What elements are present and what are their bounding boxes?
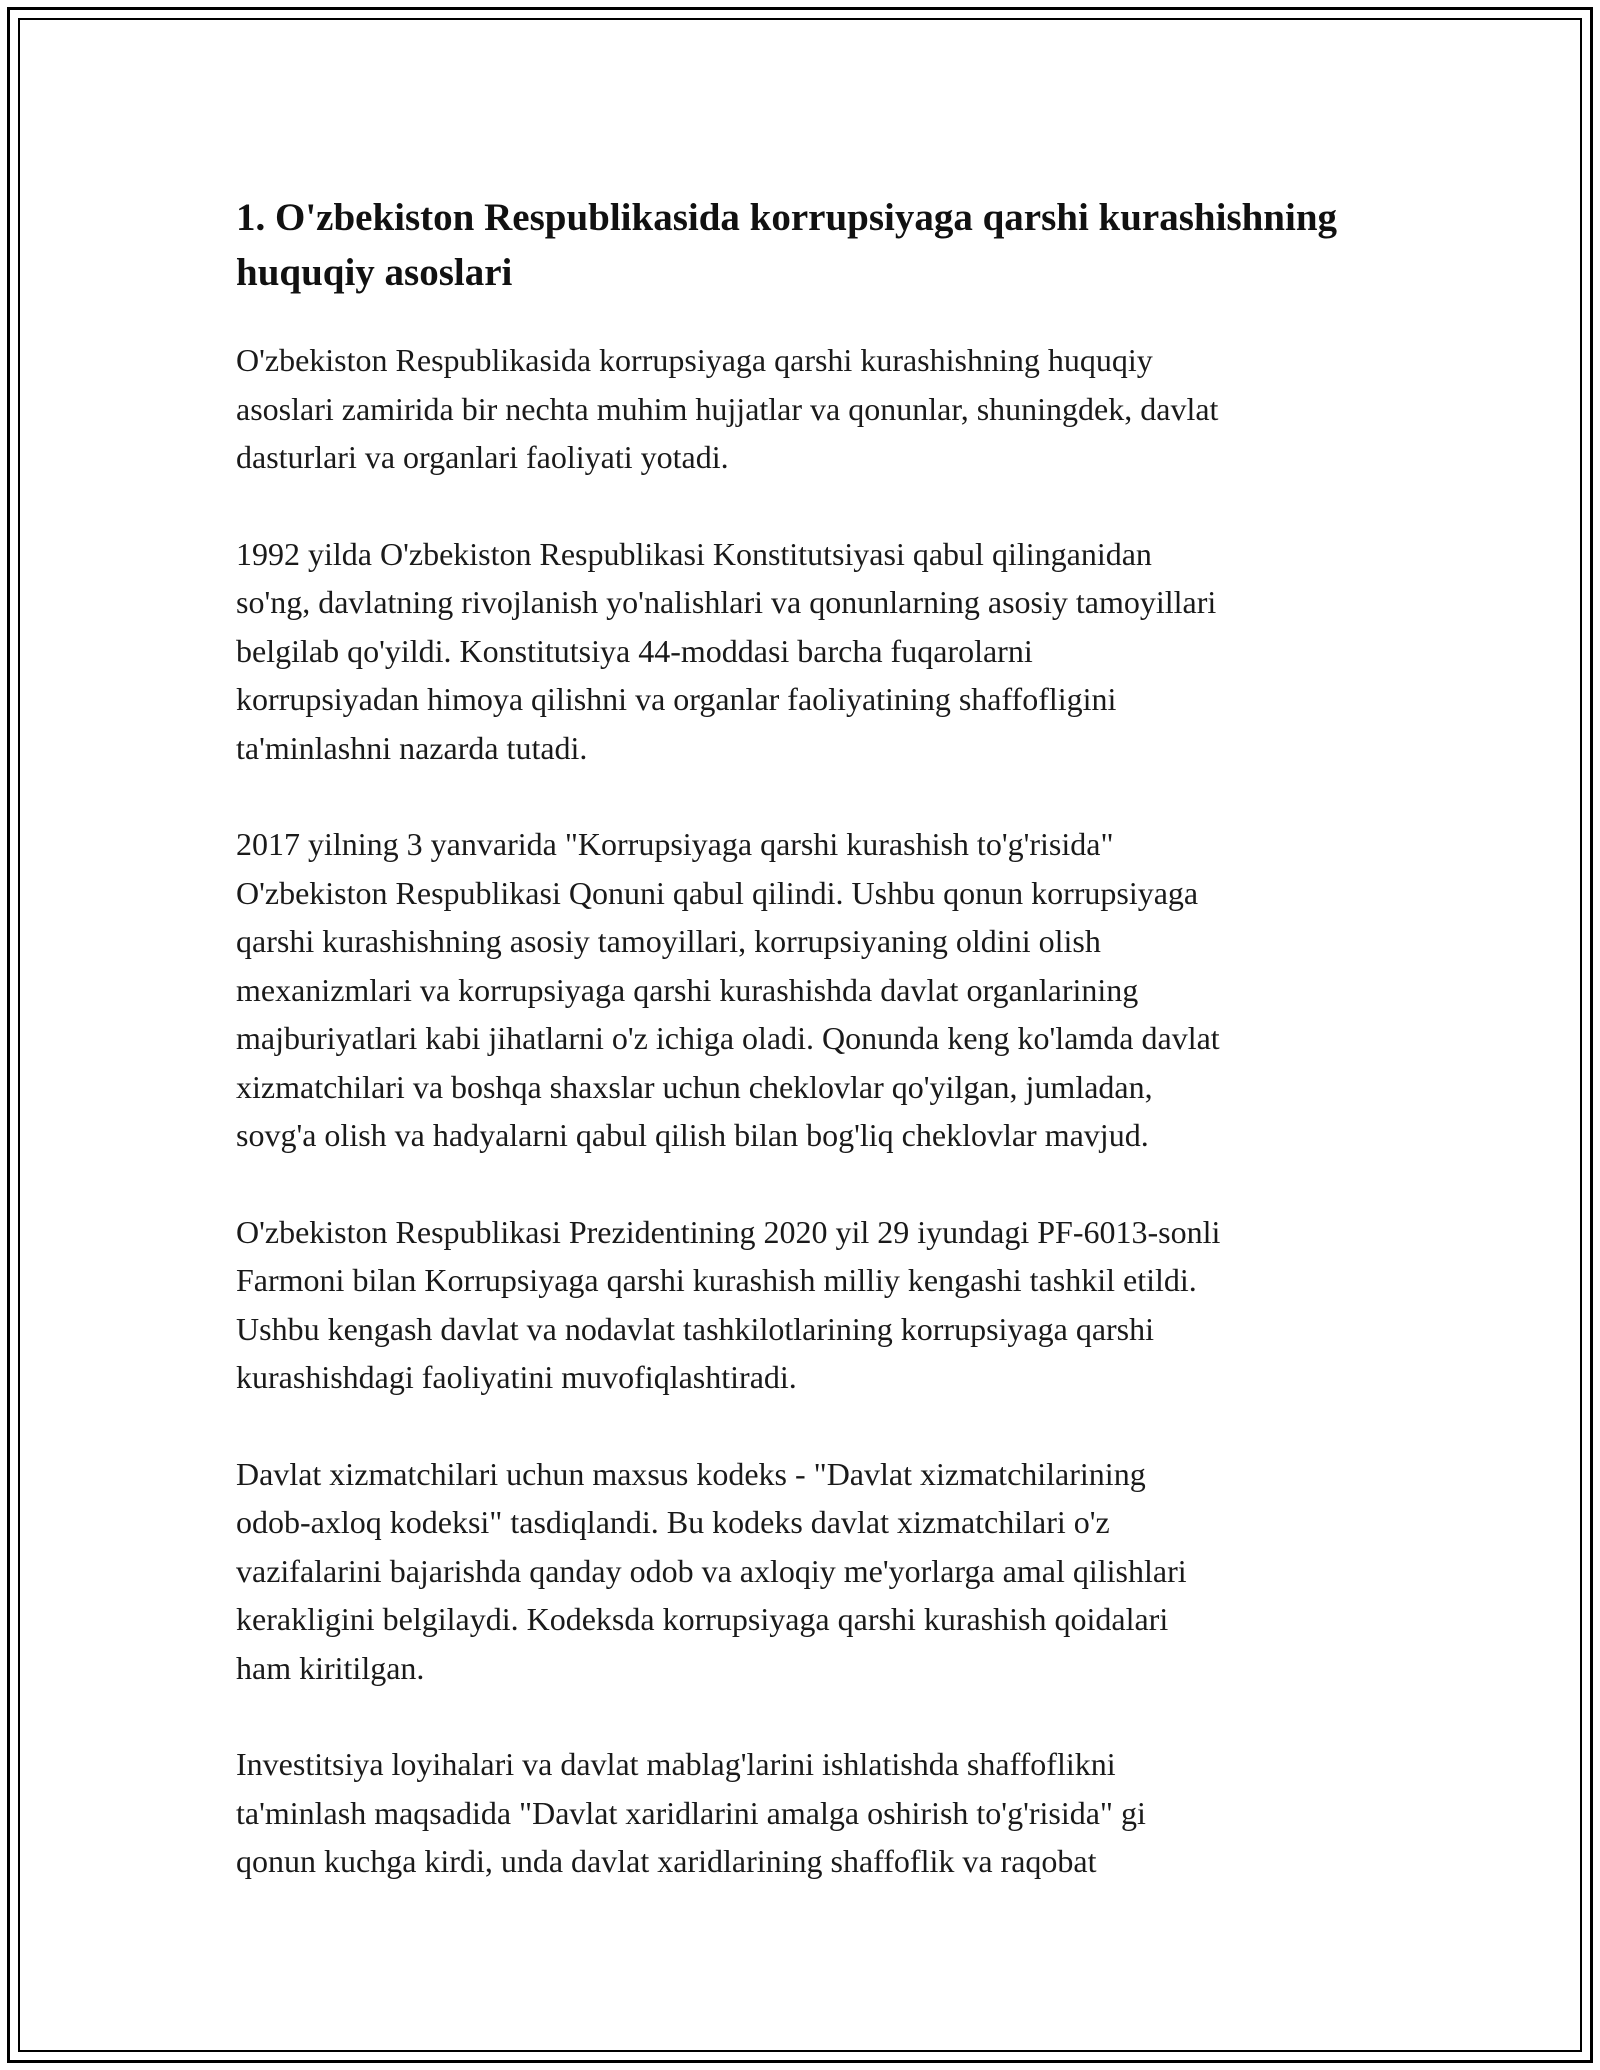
paragraph: O'zbekiston Respublikasi Prezidentining 2020 yil 29 iyundagi PF-6013-sonli Farmoni bilan Korrupsiyaga qarshi kurashish milliy kengashi tashkil etildi. Ushbu kengash davlat va nodavlat tashkilotlarining korrupsiyaga qarshi kurashishdagi faoliyatini muvofiqlashtiradi. xyxy=(236,1213,1221,1395)
paragraph: O'zbekiston Respublikasida korrupsiyaga qarshi kurashishning huquqiy asoslari zamirida bir nechta muhim hujjatlar va qonunlar, shuningdek, davlat dasturlari va organlari faoliyati yotadi. xyxy=(236,342,1219,475)
paragraph: Investitsiya loyihalari va davlat mablag'larini ishlatishda shaffoflikni ta'minlash maqsadida "Davlat xaridlarini amalga oshirish to'g'risida" gi qonun kuchga kirdi, unda davlat xaridlarining shaffoflik va raqobat xyxy=(236,1746,1146,1879)
document-body xyxy=(236,190,1376,1934)
paragraph: 1992 yilda O'zbekiston Respublikasi Konstitutsiyasi qabul qilinganidan so'ng, davlatning rivojlanish yo'nalishlari va qonunlarning asosiy tamoyillari belgilab qo'yildi. Konstitutsiya 44-moddasi barcha fuqarolarni korrupsiyadan himoya qilishni va organlar faoliyatining shaffofligini ta'minlashni nazarda tutadi. xyxy=(236,535,1217,766)
document-title: 1. O'zbekiston Respublikasida korrupsiyaga qarshi kurashishning huquqiy asoslari xyxy=(236,196,1338,294)
paragraph: 2017 yilning 3 yanvarida "Korrupsiyaga qarshi kurashish to'g'risida" O'zbekiston Respublikasi Qonuni qabul qilindi. Ushbu qonun korrupsiyaga qarshi kurashishning asosiy tamoyillari, korrupsiyaning oldini olish mexanizmlari va korrupsiyaga qarshi kurashishda davlat organlarining majburiyatlari kabi jihatlarni o'z ichiga oladi. Qonunda keng ko'lamda davlat xizmatchilari va boshqa shaxslar uchun cheklovlar qo'yilgan, jumladan, sovg'a olish va hadyalarni qabul qilish bilan bog'liq cheklovlar mavjud. xyxy=(236,826,1220,1153)
paragraph: Davlat xizmatchilari uchun maxsus kodeks - "Davlat xizmatchilarining odob-axloq kodeksi" tasdiqlandi. Bu kodeks davlat xizmatchilari o'z vazifalarini bajarishda qanday odob va axloqiy me'yorlarga amal qilishlari kerakligini belgilaydi. Kodeksda korrupsiyaga qarshi kurashish qoidalari ham kiritilgan. xyxy=(236,1455,1187,1686)
